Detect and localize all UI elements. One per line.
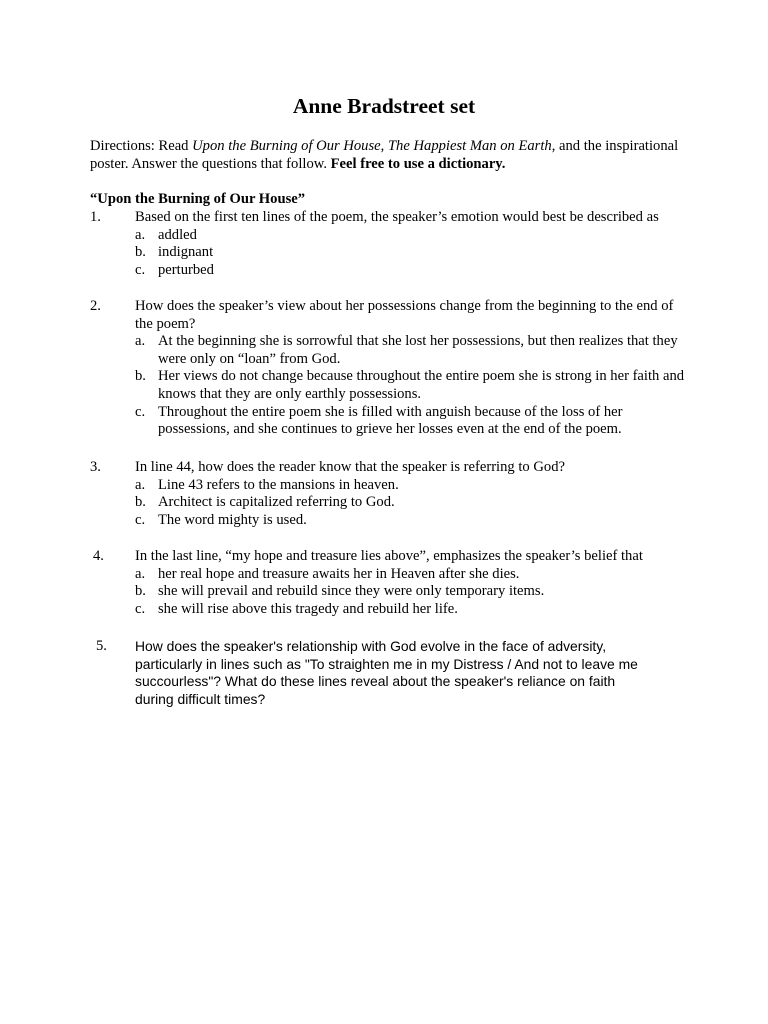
question-number: 1. — [90, 209, 101, 225]
answer-option — [135, 583, 690, 601]
option-letter: b. — [135, 494, 146, 511]
option-letter: b. — [135, 368, 146, 385]
option-text: addled — [158, 226, 197, 243]
option-letter: a. — [135, 333, 146, 350]
question-5 — [90, 638, 690, 708]
option-text: she will rise above this tragedy and rebuild her life. — [158, 600, 458, 617]
option-letter: a. — [135, 226, 146, 243]
answer-option — [135, 404, 690, 439]
option-letter: c. — [135, 261, 146, 278]
answer-option — [135, 262, 690, 280]
answer-option — [135, 512, 690, 530]
question-4 — [90, 548, 690, 618]
option-text: Architect is capitalized referring to God. — [158, 494, 395, 511]
option-letter: c. — [135, 511, 146, 528]
answer-option — [135, 368, 690, 403]
answer-option — [135, 333, 690, 368]
option-text: Line 43 refers to the mansions in heaven. — [158, 476, 399, 493]
option-letter: a. — [135, 565, 146, 582]
question-text: In the last line, “my hope and treasure lies above”, emphasizes the speaker’s belief that — [135, 548, 643, 564]
question-text: Based on the first ten lines of the poem, the speaker’s emotion would best be described as — [135, 209, 659, 225]
option-letter: a. — [135, 476, 146, 493]
question-1 — [90, 209, 690, 279]
question-number: 5. — [96, 638, 107, 654]
question-2 — [90, 298, 690, 439]
directions-work-2: The Happiest Man on Earth — [387, 138, 552, 154]
question-number: 4. — [93, 548, 104, 564]
section-title: “Upon the Burning of Our House” — [90, 191, 306, 207]
question-3 — [90, 459, 690, 529]
question-number: 2. — [90, 298, 101, 314]
directions — [90, 138, 690, 173]
answer-option — [135, 227, 690, 245]
option-letter: c. — [135, 600, 146, 617]
option-text: At the beginning she is sorrowful that she lost her possessions, but then realizes that they were only on “loan” from God. — [158, 333, 678, 367]
option-text: indignant — [158, 244, 214, 261]
answer-option — [135, 566, 690, 584]
option-text: Throughout the entire poem she is filled with anguish because of the loss of her possessions, and she continues to grieve her losses even at the end of the poem. — [158, 403, 623, 438]
answer-option — [135, 477, 690, 495]
option-text: her real hope and treasure awaits her in Heaven after she dies. — [158, 565, 520, 582]
question-text: How does the speaker's relationship with God evolve in the face of adversity, particularly in lines such as "To straighten me in my Distress / And not to leave me succourless"? What do these lines reveal about the speaker's reliance on faith during difficult times? — [135, 638, 638, 707]
option-text: she will prevail and rebuild since they were only temporary items. — [158, 583, 545, 600]
directions-work-1: Upon the Burning of Our House — [192, 138, 381, 154]
page-title: Anne Bradstreet set — [292, 94, 476, 118]
option-text: perturbed — [158, 261, 214, 278]
question-number: 3. — [90, 459, 101, 475]
directions-dictionary-note: Feel free to use a dictionary. — [330, 155, 506, 172]
option-letter: c. — [135, 403, 146, 420]
directions-separator: , — [380, 138, 388, 154]
answer-option — [135, 244, 690, 262]
option-text: Her views do not change because throughout the entire poem she is strong in her faith and knows that they are only earthly possessions. — [158, 368, 685, 402]
option-letter: b. — [135, 583, 146, 600]
answer-option — [135, 601, 690, 619]
question-text: How does the speaker’s view about her possessions change from the beginning to the end of the poem? — [135, 298, 674, 332]
directions-lead: Directions: Read — [90, 138, 193, 154]
question-text: In line 44, how does the reader know that the speaker is referring to God? — [135, 459, 565, 475]
answer-option — [135, 494, 690, 512]
option-text: The word mighty is used. — [158, 511, 307, 528]
option-letter: b. — [135, 244, 146, 261]
directions-rest: , and the inspirational poster. Answer the questions that follow. — [90, 138, 679, 172]
